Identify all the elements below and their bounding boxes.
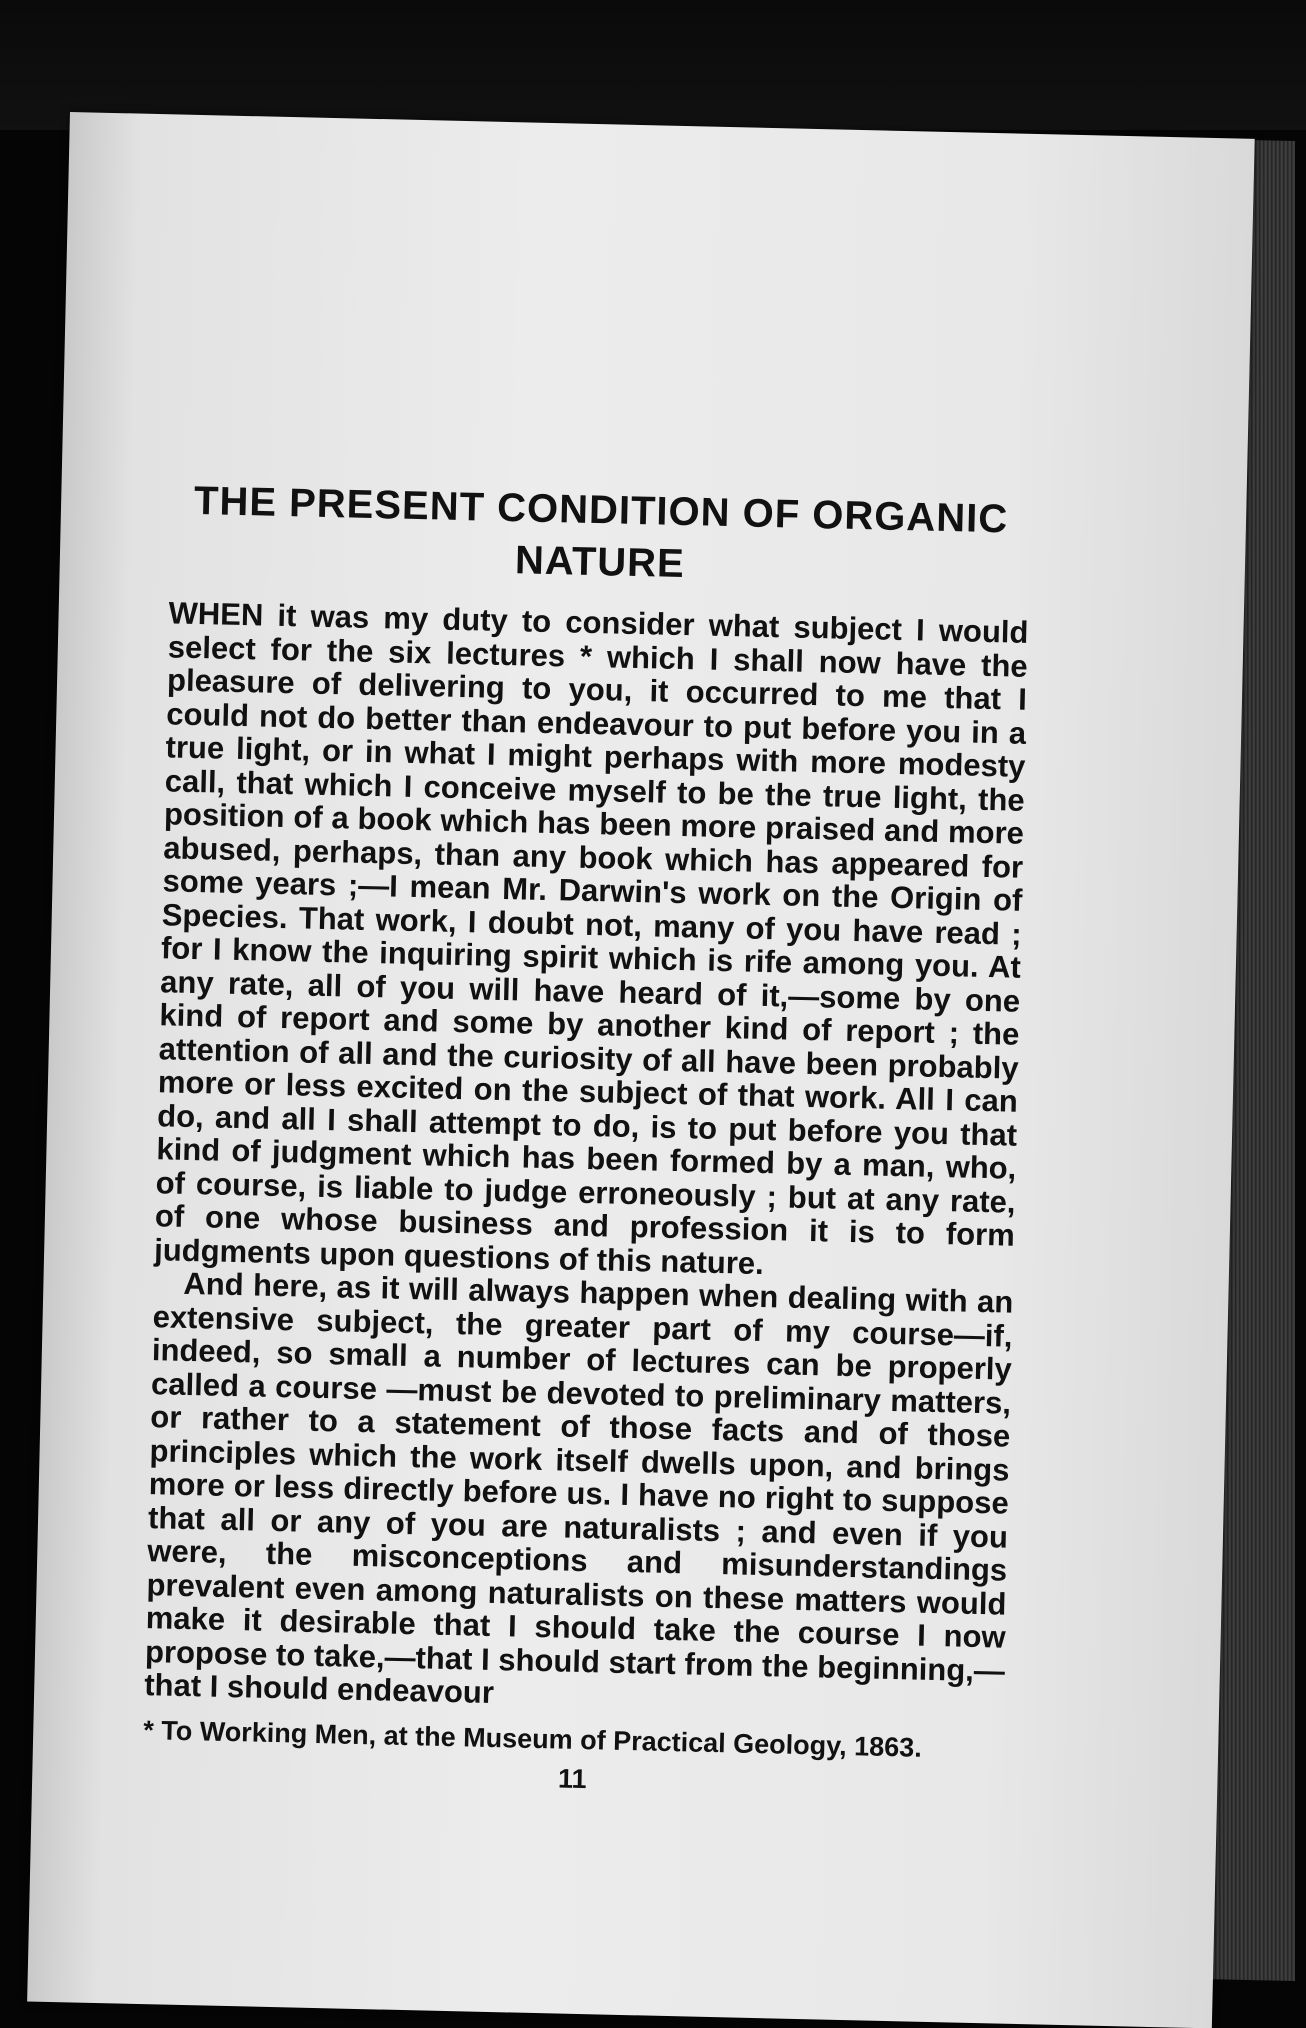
chapter-title: THE PRESENT CONDITION OF ORGANIC NATURE <box>193 478 1009 587</box>
chapter-body <box>144 596 1029 1721</box>
book-page <box>27 112 1255 2028</box>
page-number: 11 <box>557 1763 587 1794</box>
page-content <box>142 474 1032 1804</box>
scan-background <box>0 0 1306 130</box>
paragraph-2: And here, as it will always happen when dealing with an extensive subject, the greater part of my course—if, indeed, so small a number of lectures can be properly called a course —must be devoted to preliminary matters, or rather to a statement of those facts and of those principles which the work itself dwells upon, and brings more or less directly before us. I have no right to suppose that all or any of you are naturalists ; and even if you were, the misconceptions and misunderstandings prevalent even among naturalists on these matters would make it desirable that I should take the course I now propose to take,—that I should start from the beginning,—that I should endeavour <box>143 1265 1014 1711</box>
paragraph-1: WHEN it was my duty to consider what subject I would select for the six lectures * which I shall now have the pleasure of delivering to you, it occurred to me that I could not do better than endeavour to put before you in a true light, or in what I might perhaps with more modesty call, that which I conceive myself to be the true light, the position of a book which has been more praised and more abused, perhaps, than any book which has appeared for some years ;—I mean Mr. Darwin's work on the Origin of Species. That work, I doubt not, many of you have read ; for I know the inquiring spirit which is rife among you. At any rate, all of you will have heard of it,—some by one kind of report and some by another kind of report ; the attention of all and the curiosity of all have been probably more or less excited on the subject of that work. All I can do, and all I shall attempt to do, is to put before you that kind of judgment which has been formed by a man, who, of course, is liable to judge erroneously ; but at any rate, of one whose business and profession it is to form judgments upon questions of this nature. <box>153 595 1029 1281</box>
footnote: * To Working Men, at the Museum of Practical Geology, 1863. <box>142 1714 923 1763</box>
